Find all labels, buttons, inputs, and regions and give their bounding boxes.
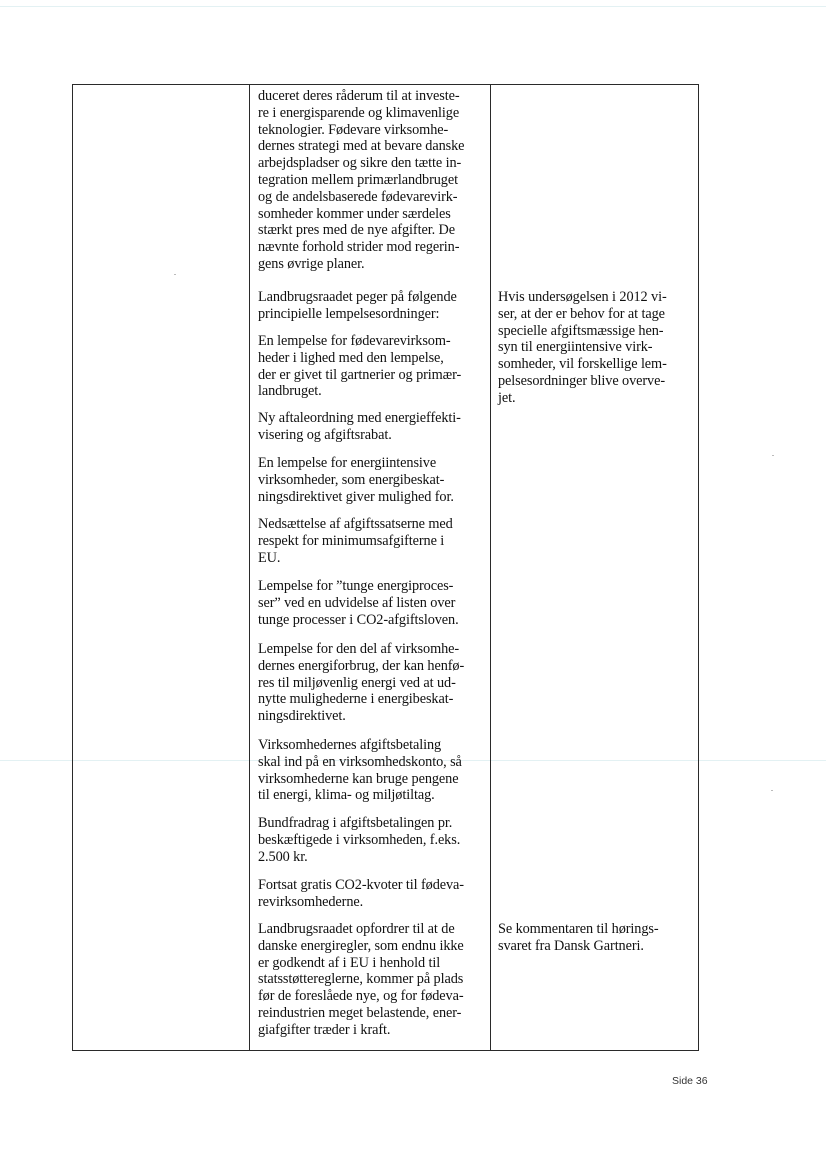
hearing-response-paragraph: Lempelse for den del af virksomhe- dernes energiforbrug, der kan henfø- res til miljøvenlig energi ved at ud- nytte mulighederne i energibeskat- ningsdirektivet. bbox=[258, 641, 465, 725]
scan-speck bbox=[772, 455, 774, 456]
hearing-response-paragraph: En lempelse for energiintensive virksomheder, som energibeskat- ningsdirektivet giver mulighed for. bbox=[258, 455, 454, 505]
scan-speck bbox=[771, 790, 773, 791]
hearing-response-paragraph: duceret deres råderum til at investe- re i energisparende og klimavenlige teknologier. Fødevare virksomhe- dernes strategi med at bevare danske arbejdspladser og sikre den tætte in- tegration mellem primærlandbruget og de andelsbaserede fødevarevirk- somheder kommer under særdeles stærkt pres med de nye afgifter. De nævnte forhold strider mod regerin- gens øvrige planer. bbox=[258, 88, 465, 272]
table-column-divider bbox=[249, 84, 250, 1051]
hearing-response-paragraph: Nedsættelse af afgiftssatserne med respekt for minimumsafgifterne i EU. bbox=[258, 516, 453, 566]
hearing-response-paragraph: Lempelse for ”tunge energiproces- ser” ved en udvidelse af listen over tunge processer i CO2-afgiftsloven. bbox=[258, 578, 459, 628]
page-number: Side 36 bbox=[672, 1075, 708, 1087]
hearing-response-paragraph: Virksomhedernes afgiftsbetaling skal ind på en virksomhedskonto, så virksomhederne kan bruge pengene til energi, klima- og miljøtiltag. bbox=[258, 737, 462, 804]
hearing-response-paragraph: Ny aftaleordning med energieffekti- visering og afgiftsrabat. bbox=[258, 410, 461, 443]
ministry-comment: Se kommentaren til hørings- svaret fra Dansk Gartneri. bbox=[498, 921, 659, 954]
ministry-comment: Hvis undersøgelsen i 2012 vi- ser, at der er behov for at tage specielle afgiftsmæssige hen- syn til energiintensive virk- somheder, vil forskellige lem- pelsesordninger blive overve- jet. bbox=[498, 289, 667, 406]
table-column-divider bbox=[490, 84, 491, 1051]
scan-artifact-line bbox=[0, 6, 826, 7]
hearing-response-paragraph: Landbrugsraadet opfordrer til at de danske energiregler, som endnu ikke er godkendt af i EU i henhold til statsstøttereglerne, kommer på plads før de foreslåede nye, og for fødeva- reindustrien meget belastende, ener- giafgifter træder i kraft. bbox=[258, 921, 464, 1038]
hearing-response-paragraph: Bundfradrag i afgiftsbetalingen pr. beskæftigede i virksomheden, f.eks. 2.500 kr. bbox=[258, 815, 461, 865]
hearing-response-paragraph: Fortsat gratis CO2-kvoter til fødeva- revirksomhederne. bbox=[258, 877, 464, 910]
hearing-response-paragraph: En lempelse for fødevarevirksom- heder i lighed med den lempelse, der er givet til gartnerier og primær- landbruget. bbox=[258, 333, 462, 400]
hearing-response-paragraph: Landbrugsraadet peger på følgende principielle lempelsesordninger: bbox=[258, 289, 457, 322]
